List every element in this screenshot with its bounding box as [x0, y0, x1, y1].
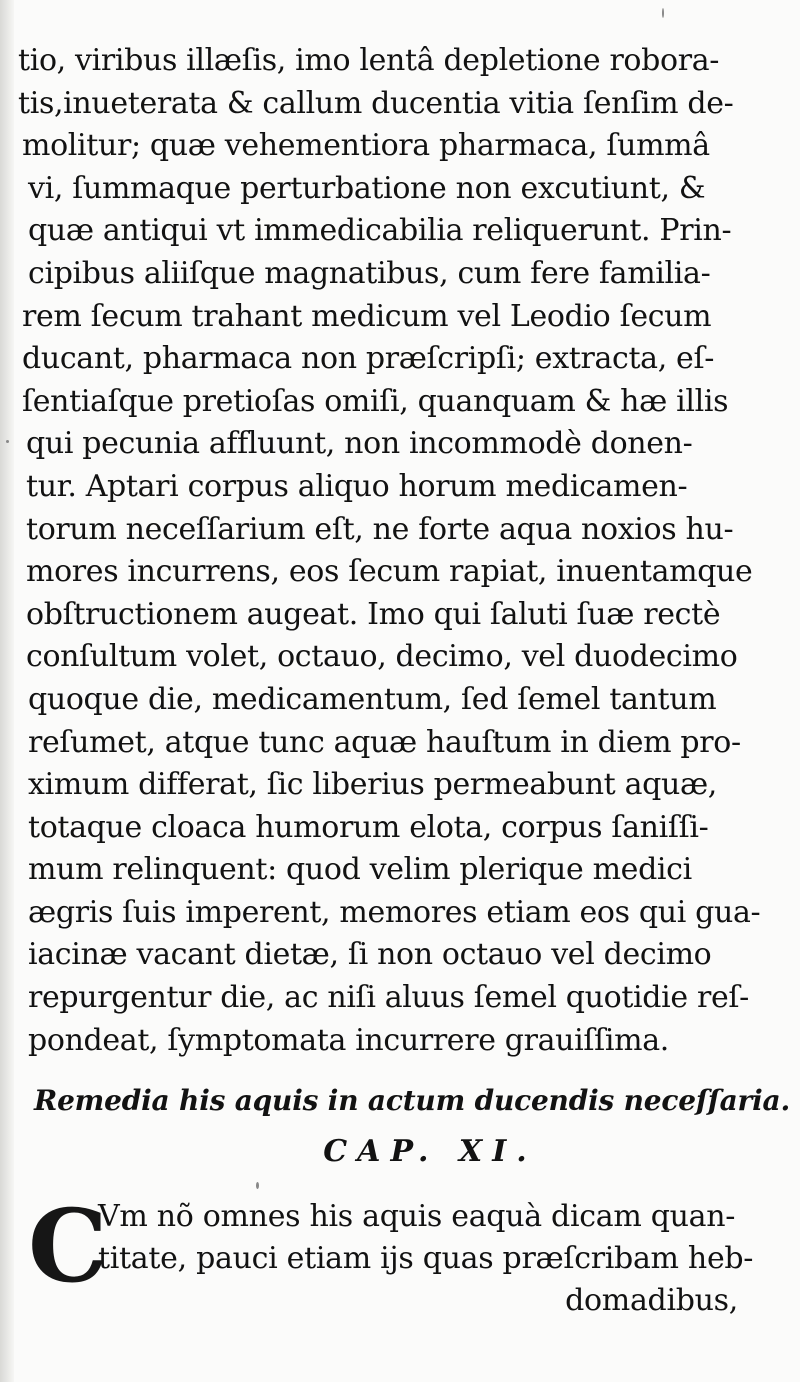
chapter-label: CAP. XI.: [323, 1134, 537, 1169]
text-line: totaque cloaca humorum elota, corpus ſaniſſi-: [28, 809, 709, 845]
text-line: Vm nõ omnes his aquis eaquà dicam quan-: [98, 1199, 736, 1234]
text-line: reſumet, atque tunc aquæ hauſtum in diem pro-: [28, 724, 741, 760]
ink-speck: [662, 8, 664, 18]
ink-speck: [6, 440, 9, 443]
text-line: pondeat, ſymptomata incurrere grauiſſima.: [28, 1022, 669, 1058]
ink-speck: [256, 1182, 259, 1189]
text-line: mores incurrens, eos ſecum rapiat, inuentamque: [26, 554, 753, 590]
drop-cap: C: [28, 1187, 108, 1305]
text-line: mum relinquent: quod velim plerique medici: [28, 852, 692, 888]
text-line: tur. Aptari corpus aliquo horum medicamen-: [26, 468, 688, 504]
text-line: iacinæ vacant dietæ, ſi non octauo vel decimo: [28, 937, 712, 973]
text-line: conſultum volet, octauo, decimo, vel duodecimo: [26, 639, 738, 675]
text-line: ximum differat, ſic liberius permeabunt aquæ,: [28, 767, 717, 803]
text-line: quoque die, medicamentum, ſed ſemel tantum: [28, 681, 717, 717]
body-text: [18, 40, 761, 1062]
text-line: qui pecunia affluunt, non incommodè donen-: [26, 426, 693, 462]
text-line: repurgentur die, ac niſi aluus ſemel quotidie reſ-: [28, 980, 749, 1016]
text-line: rem ſecum trahant medicum vel Leodio ſecum: [22, 298, 712, 334]
text-line: tio, viribus illæſis, imo lentâ depletione robora-: [18, 43, 720, 78]
text-line: quæ antiqui vt immedicabilia reliquerunt. Prin-: [28, 213, 732, 249]
text-line: titate, pauci etiam ijs quas præſcribam heb-: [98, 1241, 754, 1276]
text-line: torum neceſſarium eſt, ne forte aqua noxios hu-: [26, 511, 734, 547]
text-line: cipibus aliiſque magnatibus, cum fere familia-: [28, 255, 711, 291]
text-line: ægris ſuis imperent, memores etiam eos qui gua-: [28, 894, 761, 930]
text-line: domadibus,: [565, 1283, 738, 1318]
page-gutter-shadow: [0, 0, 14, 1382]
section-title: Remedia his aquis in actum ducendis neceſſaria.: [34, 1084, 790, 1117]
text-line: vi, ſummaque perturbatione non excutiunt, &: [28, 170, 706, 206]
text-line: tis,inueterata & callum ducentia vitia ſenſim de-: [18, 85, 734, 121]
text-line: obſtructionem augeat. Imo qui ſaluti ſuæ rectè: [26, 596, 721, 632]
chapter-opening: [28, 1187, 758, 1322]
text-line: molitur; quæ vehementiora pharmaca, ſummâ: [22, 128, 710, 164]
text-line: ducant, pharmaca non præſcripſi; extracta, eſ-: [22, 341, 715, 377]
text-line: ſentiaſque pretioſas omiſi, quanquam & hæ illis: [22, 383, 729, 419]
